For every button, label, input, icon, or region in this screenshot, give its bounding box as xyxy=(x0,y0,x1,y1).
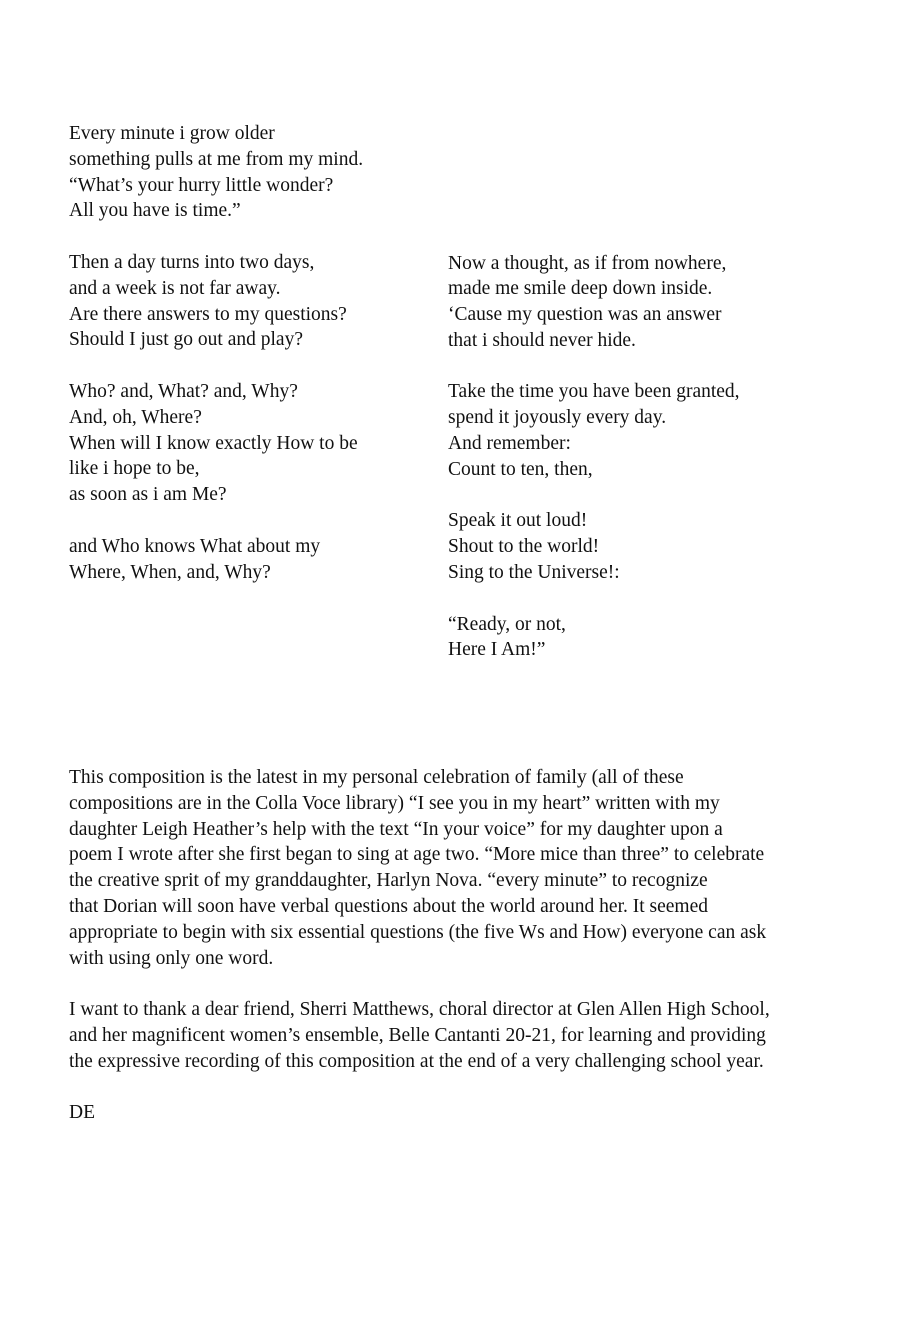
notes-paragraph xyxy=(69,997,849,1074)
poem-line: something pulls at me from my mind. xyxy=(69,148,364,170)
poem-line: and a week is not far away. xyxy=(69,277,281,299)
poem-line: Now a thought, as if from nowhere, xyxy=(448,252,727,274)
notes-line: This composition is the latest in my personal celebration of family (all of these xyxy=(69,767,684,788)
poem-right-column xyxy=(448,251,828,664)
poem-line: like i hope to be, xyxy=(69,458,200,480)
composer-notes xyxy=(69,765,849,1126)
poem-line: “What’s your hurry little wonder? xyxy=(69,174,334,196)
poem-left-column xyxy=(69,121,429,585)
poem-line: Speak it out loud! xyxy=(448,510,588,532)
poem-line: Who? and, What? and, Why? xyxy=(69,380,298,402)
poem-line: When will I know exactly How to be xyxy=(69,432,358,454)
poem-stanza xyxy=(69,379,429,508)
poem-line: Take the time you have been granted, xyxy=(448,381,740,403)
notes-line: compositions are in the Colla Voce library) “I see you in my heart” written with my xyxy=(69,792,720,814)
poem-line: Should I just go out and play? xyxy=(69,329,303,351)
poem-line: Count to ten, then, xyxy=(448,458,593,480)
poem-stanza xyxy=(69,534,429,586)
poem-line: Where, When, and, Why? xyxy=(69,561,271,583)
poem-stanza xyxy=(448,251,828,354)
poem-stanza xyxy=(69,121,429,224)
notes-line: that Dorian will soon have verbal questions about the world around her. It seemed xyxy=(69,895,709,917)
poem-line: Sing to the Universe!: xyxy=(448,562,620,584)
poem-stanza xyxy=(448,612,828,664)
notes-line: poem I wrote after she first began to sing at age two. “More mice than three” to celebrate xyxy=(69,844,765,866)
poem-line: Shout to the world! xyxy=(448,536,600,558)
notes-line: daughter Leigh Heather’s help with the text “In your voice” for my daughter upon a xyxy=(69,818,723,840)
notes-line: the creative sprit of my granddaughter, Harlyn Nova. “every minute” to recognize xyxy=(69,870,708,892)
poem-line: and Who knows What about my xyxy=(69,535,321,557)
poem-stanza xyxy=(69,250,429,353)
poem-line: spend it joyously every day. xyxy=(448,407,667,429)
poem-line: that i should never hide. xyxy=(448,329,636,351)
poem-line: as soon as i am Me? xyxy=(69,484,227,506)
poem-line: “Ready, or not, xyxy=(448,613,566,635)
poem-line: And, oh, Where? xyxy=(69,406,202,428)
poem-stanza xyxy=(448,508,828,585)
poem-line: Then a day turns into two days, xyxy=(69,251,315,273)
poem-line: Here I Am!” xyxy=(448,639,546,661)
poem-line: ‘Cause my question was an answer xyxy=(448,304,722,326)
signature-initials: DE xyxy=(69,1102,95,1124)
signature xyxy=(69,1100,849,1126)
poem-line: And remember: xyxy=(448,433,571,455)
notes-line: I want to thank a dear friend, Sherri Matthews, choral director at Glen Allen High School, xyxy=(69,999,770,1021)
notes-line: with using only one word. xyxy=(69,947,274,969)
notes-line: the expressive recording of this composition at the end of a very challenging school year. xyxy=(69,1050,764,1072)
notes-line: and her magnificent women’s ensemble, Belle Cantanti 20-21, for learning and providing xyxy=(69,1024,766,1046)
poem-line: All you have is time.” xyxy=(69,200,241,222)
poem-line: Are there answers to my questions? xyxy=(69,303,347,325)
notes-line: appropriate to begin with six essential questions (the five Ws and How) everyone can ask xyxy=(69,921,767,943)
notes-paragraph xyxy=(69,765,849,971)
poem-stanza xyxy=(448,379,828,482)
poem-line: Every minute i grow older xyxy=(69,123,275,144)
poem-line: made me smile deep down inside. xyxy=(448,278,713,300)
